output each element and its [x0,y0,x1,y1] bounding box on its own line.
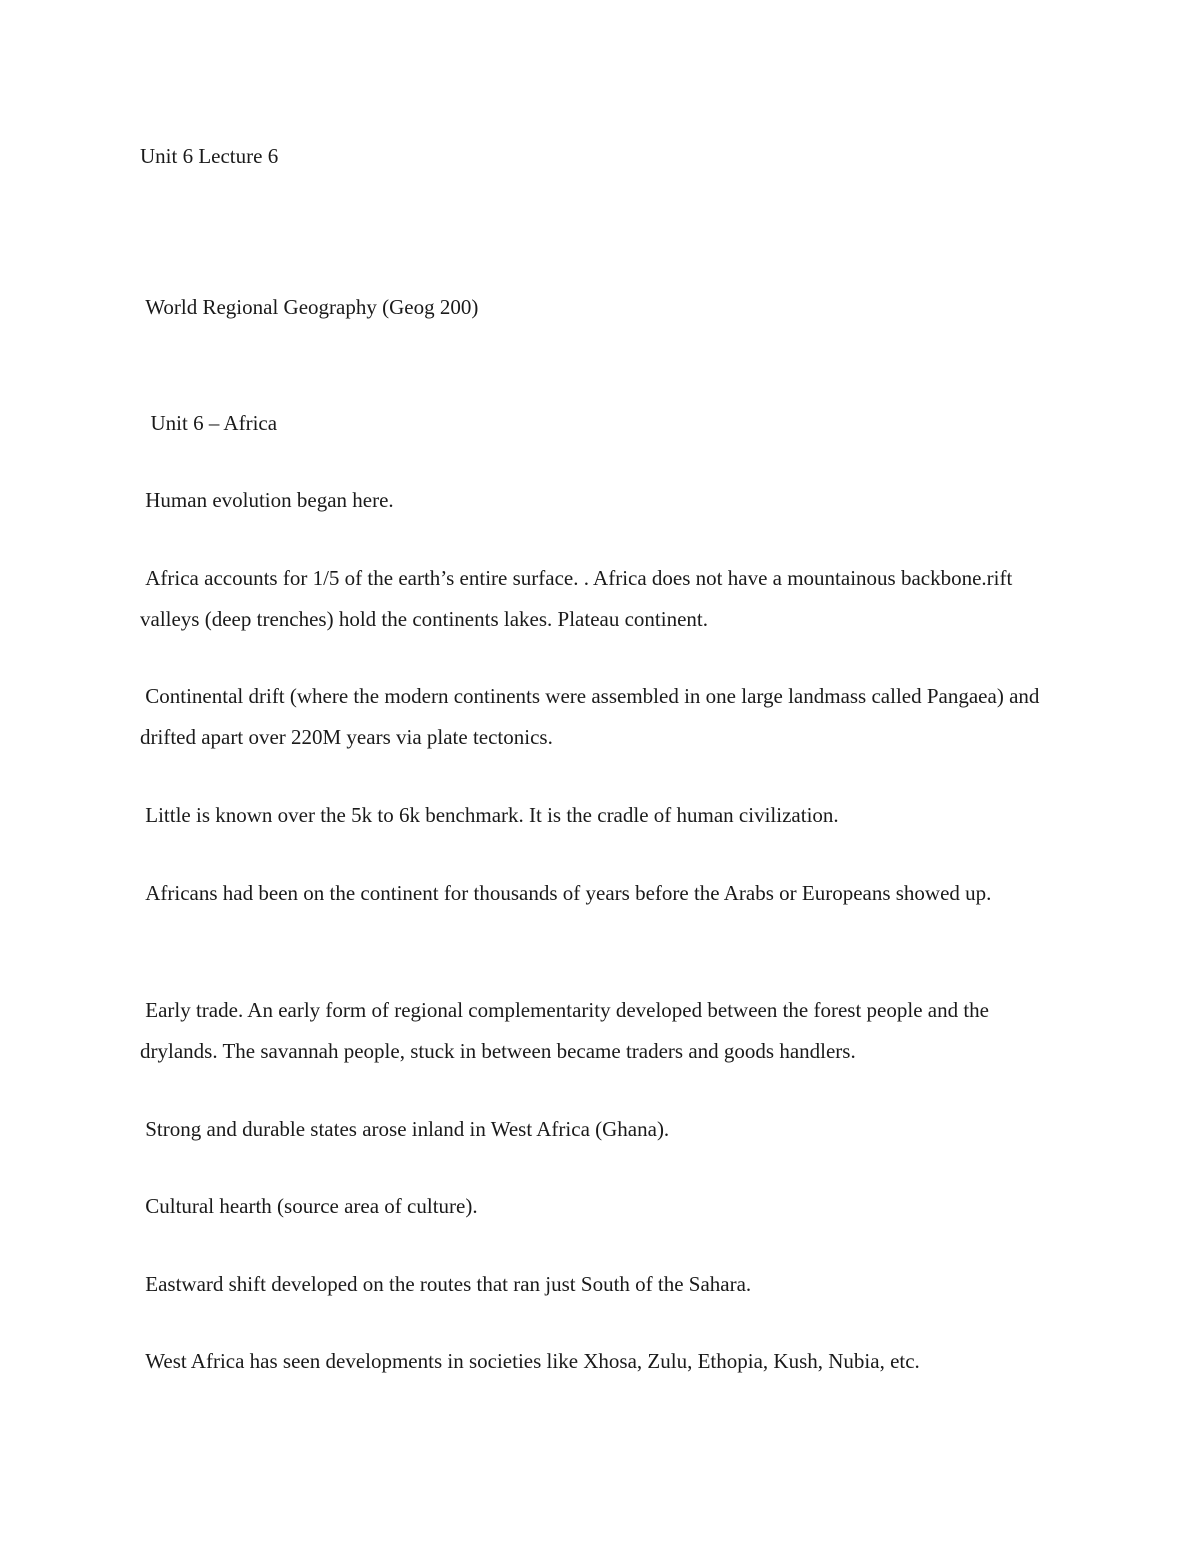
paragraph: West Africa has seen developments in societies like Xhosa, Zulu, Ethopia, Kush, Nubia, etc. [140,1349,920,1373]
paragraph: Eastward shift developed on the routes that ran just South of the Sahara. [140,1272,752,1296]
paragraph: Africa accounts for 1/5 of the earth’s entire surface. . Africa does not have a mountainous backbone.rift valleys (deep trenches) hold the continents lakes. Plateau continent. [140,566,1018,631]
paragraph: Human evolution began here. [140,488,394,512]
paragraph: Early trade. An early form of regional complementarity developed between the forest people and the drylands. The savannah people, stuck in between became traders and goods handlers. [140,998,995,1063]
paragraph: Strong and durable states arose inland in West Africa (Ghana). [140,1117,670,1141]
course-name: World Regional Geography (Geog 200) [140,295,479,319]
paragraph: Cultural hearth (source area of culture). [140,1194,478,1218]
paragraph: Continental drift (where the modern continents were assembled in one large landmass called Pangaea) and drifted apart over 220M years via plate tectonics. [140,684,1045,749]
paragraph: Little is known over the 5k to 6k benchmark. It is the cradle of human civilization. [140,803,839,827]
document-title: Unit 6 Lecture 6 [140,144,279,168]
unit-heading: Unit 6 – Africa [140,411,278,435]
paragraph: Africans had been on the continent for thousands of years before the Arabs or Europeans showed up. [140,881,992,905]
